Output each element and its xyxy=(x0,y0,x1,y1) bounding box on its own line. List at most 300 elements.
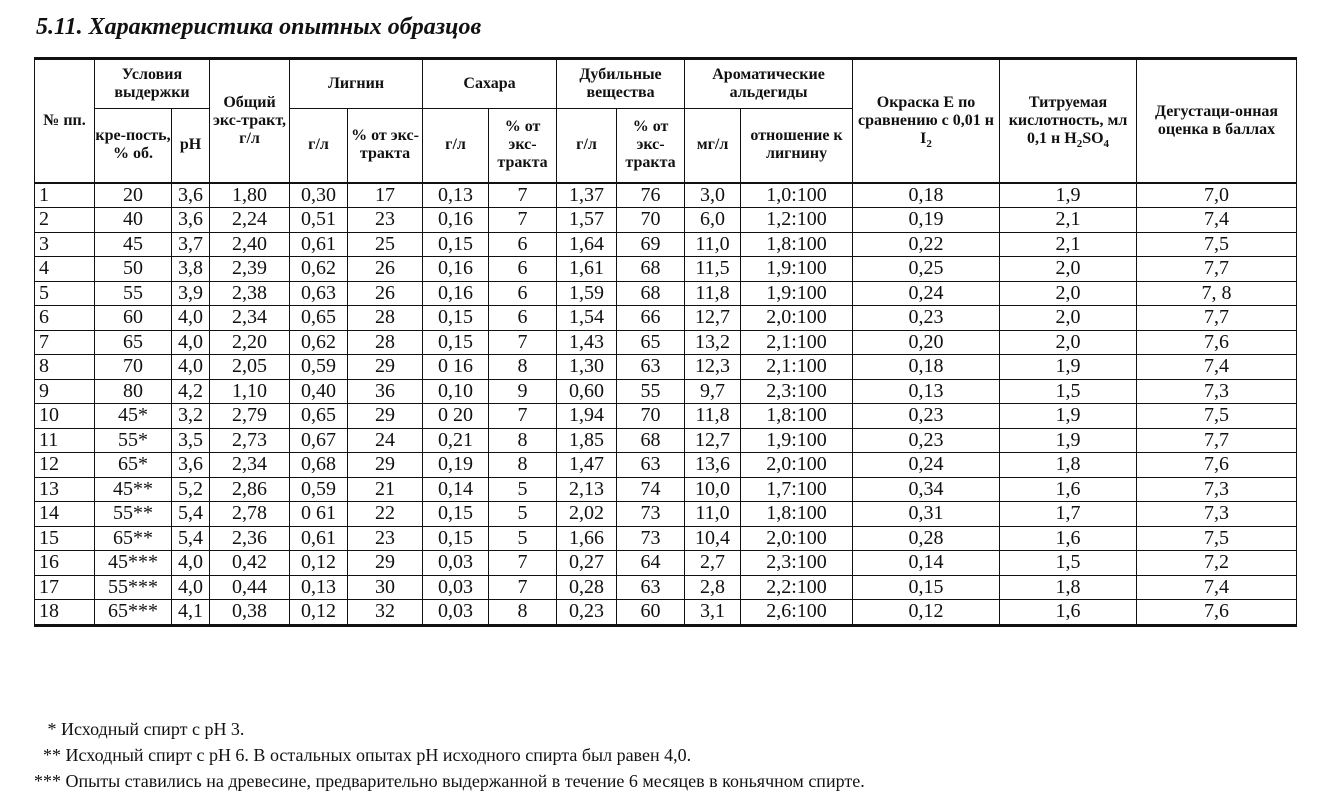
table-cell: 2,20 xyxy=(210,330,290,355)
table-row xyxy=(35,355,1297,380)
table-cell: 63 xyxy=(617,575,685,600)
col-header-sugar: Сахара xyxy=(423,59,557,109)
table-cell: 13,2 xyxy=(685,330,741,355)
table-cell: 7,4 xyxy=(1137,355,1297,380)
table-cell: 1,5 xyxy=(1000,551,1137,576)
table-cell: 0,31 xyxy=(853,502,1000,527)
table-cell: 0,65 xyxy=(290,404,348,429)
table-cell: 3,7 xyxy=(172,232,210,257)
table-cell: 7 xyxy=(489,208,557,233)
table-cell: 3,9 xyxy=(172,281,210,306)
table-cell: 7,6 xyxy=(1137,330,1297,355)
table-cell: 1,94 xyxy=(557,404,617,429)
table-cell: 0,44 xyxy=(210,575,290,600)
table-cell: 1,9:100 xyxy=(741,428,853,453)
table-cell: 0,15 xyxy=(423,306,489,331)
table-cell: 50 xyxy=(95,257,172,282)
table-cell: 45*** xyxy=(95,551,172,576)
table-cell: 65** xyxy=(95,526,172,551)
table-cell: 4,0 xyxy=(172,355,210,380)
acidity-header-sub2: 4 xyxy=(1103,137,1110,150)
table-cell: 11,0 xyxy=(685,502,741,527)
table-cell: 11,8 xyxy=(685,404,741,429)
table-cell: 5 xyxy=(489,477,557,502)
table-cell: 2,40 xyxy=(210,232,290,257)
table-cell: 0,13 xyxy=(423,183,489,208)
table-cell: 2,0:100 xyxy=(741,453,853,478)
table-cell: 28 xyxy=(348,330,423,355)
table-cell: 7 xyxy=(489,183,557,208)
table-cell: 1,8:100 xyxy=(741,232,853,257)
table-cell: 29 xyxy=(348,453,423,478)
table-cell: 12,3 xyxy=(685,355,741,380)
table-cell: 11,5 xyxy=(685,257,741,282)
table-cell: 29 xyxy=(348,404,423,429)
col-header-ald-ratio: отношение к лигнину xyxy=(741,109,853,183)
table-cell: 16 xyxy=(35,551,95,576)
table-cell: 0,30 xyxy=(290,183,348,208)
table-cell: 2,02 xyxy=(557,502,617,527)
table-cell: 1 xyxy=(35,183,95,208)
table-cell: 2,36 xyxy=(210,526,290,551)
col-header-tannin-gl: г/л xyxy=(557,109,617,183)
table-cell: 21 xyxy=(348,477,423,502)
table-cell: 1,66 xyxy=(557,526,617,551)
table-cell: 2,1 xyxy=(1000,208,1137,233)
table-cell: 45* xyxy=(95,404,172,429)
table-cell: 3,6 xyxy=(172,183,210,208)
table-cell: 0,03 xyxy=(423,600,489,626)
table-cell: 32 xyxy=(348,600,423,626)
table-cell: 11 xyxy=(35,428,95,453)
table-cell: 15 xyxy=(35,526,95,551)
table-cell: 2,05 xyxy=(210,355,290,380)
col-header-lignin-pct: % от экс-тракта xyxy=(348,109,423,183)
table-cell: 0,15 xyxy=(423,330,489,355)
table-cell: 2,0 xyxy=(1000,281,1137,306)
table-cell: 63 xyxy=(617,355,685,380)
table-cell: 7 xyxy=(35,330,95,355)
table-cell: 20 xyxy=(95,183,172,208)
table-cell: 2,1 xyxy=(1000,232,1137,257)
table-cell: 3,6 xyxy=(172,453,210,478)
table-cell: 2,86 xyxy=(210,477,290,502)
table-cell: 2,7 xyxy=(685,551,741,576)
table-cell: 1,6 xyxy=(1000,526,1137,551)
table-cell: 0,16 xyxy=(423,257,489,282)
col-header-ph: pH xyxy=(172,109,210,183)
table-cell: 8 xyxy=(35,355,95,380)
table-row xyxy=(35,453,1297,478)
table-cell: 0,19 xyxy=(423,453,489,478)
table-cell: 5 xyxy=(35,281,95,306)
col-header-lignin: Лигнин xyxy=(290,59,423,109)
table-cell: 4 xyxy=(35,257,95,282)
table-cell: 70 xyxy=(617,208,685,233)
table-cell: 55* xyxy=(95,428,172,453)
table-row xyxy=(35,281,1297,306)
table-cell: 0,03 xyxy=(423,575,489,600)
color-header-sub: 2 xyxy=(926,137,932,150)
table-cell: 3 xyxy=(35,232,95,257)
table-cell: 1,9 xyxy=(1000,355,1137,380)
col-header-strength: кре-пость, % об. xyxy=(95,109,172,183)
table-cell: 55 xyxy=(95,281,172,306)
table-cell: 0 20 xyxy=(423,404,489,429)
table-cell: 2,3:100 xyxy=(741,379,853,404)
table-cell: 0,13 xyxy=(853,379,1000,404)
table-cell: 1,0:100 xyxy=(741,183,853,208)
table-cell: 0,62 xyxy=(290,257,348,282)
table-cell: 0,13 xyxy=(290,575,348,600)
table-cell: 2,1:100 xyxy=(741,355,853,380)
table-cell: 70 xyxy=(617,404,685,429)
table-cell: 0,24 xyxy=(853,453,1000,478)
table-cell: 64 xyxy=(617,551,685,576)
col-header-ald-mgl: мг/л xyxy=(685,109,741,183)
table-cell: 0,20 xyxy=(853,330,1000,355)
table-cell: 0,42 xyxy=(210,551,290,576)
table-cell: 7,5 xyxy=(1137,232,1297,257)
table-cell: 13 xyxy=(35,477,95,502)
table-cell: 7 xyxy=(489,330,557,355)
table-cell: 22 xyxy=(348,502,423,527)
col-header-sugar-gl: г/л xyxy=(423,109,489,183)
table-cell: 12,7 xyxy=(685,306,741,331)
table-cell: 2,13 xyxy=(557,477,617,502)
table-cell: 60 xyxy=(617,600,685,626)
table-cell: 2,34 xyxy=(210,306,290,331)
table-cell: 1,8:100 xyxy=(741,502,853,527)
col-header-aldehydes: Ароматические альдегиды xyxy=(685,59,853,109)
table-row xyxy=(35,428,1297,453)
table-cell: 0,28 xyxy=(557,575,617,600)
footnote: ** Исходный спирт с pH 6. В остальных опытах pH исходного спирта был равен 4,0. xyxy=(34,745,692,765)
col-header-lignin-gl: г/л xyxy=(290,109,348,183)
table-cell: 0,15 xyxy=(423,232,489,257)
table-cell: 7, 8 xyxy=(1137,281,1297,306)
table-cell: 8 xyxy=(489,355,557,380)
table-cell: 29 xyxy=(348,551,423,576)
col-header-acidity xyxy=(1000,59,1137,183)
table-cell: 0,16 xyxy=(423,281,489,306)
col-header-extract: Общий экс-тракт, г/л xyxy=(210,59,290,183)
table-cell: 4,0 xyxy=(172,306,210,331)
acidity-header-mid: SO xyxy=(1082,129,1104,147)
table-cell: 0,65 xyxy=(290,306,348,331)
table-cell: 7,7 xyxy=(1137,306,1297,331)
table-cell: 0,24 xyxy=(853,281,1000,306)
table-cell: 7,3 xyxy=(1137,477,1297,502)
table-cell: 2,0 xyxy=(1000,330,1137,355)
table-cell: 5,4 xyxy=(172,502,210,527)
table-cell: 5,4 xyxy=(172,526,210,551)
table-cell: 2,6:100 xyxy=(741,600,853,626)
table-cell: 4,0 xyxy=(172,575,210,600)
table-cell: 65 xyxy=(617,330,685,355)
col-header-sugar-pct: % от экс-тракта xyxy=(489,109,557,183)
table-cell: 7,3 xyxy=(1137,502,1297,527)
table-cell: 5 xyxy=(489,502,557,527)
table-cell: 18 xyxy=(35,600,95,626)
table-cell: 2,34 xyxy=(210,453,290,478)
table-cell: 1,9:100 xyxy=(741,257,853,282)
footnote: *** Опыты ставились на древесине, предварительно выдержанной в течение 6 месяцев в коньячном спирте. xyxy=(34,771,865,791)
table-cell: 0,34 xyxy=(853,477,1000,502)
table-cell: 0,68 xyxy=(290,453,348,478)
table-cell: 1,80 xyxy=(210,183,290,208)
table-cell: 23 xyxy=(348,208,423,233)
table-cell: 1,8 xyxy=(1000,575,1137,600)
table-cell: 73 xyxy=(617,526,685,551)
table-cell: 7,0 xyxy=(1137,183,1297,208)
table-cell: 45 xyxy=(95,232,172,257)
table-cell: 55*** xyxy=(95,575,172,600)
col-header-num: № пп. xyxy=(35,59,95,183)
table-cell: 0 16 xyxy=(423,355,489,380)
table-cell: 73 xyxy=(617,502,685,527)
table-cell: 0,12 xyxy=(853,600,1000,626)
table-cell: 12,7 xyxy=(685,428,741,453)
table-cell: 60 xyxy=(95,306,172,331)
table-cell: 0,21 xyxy=(423,428,489,453)
table-cell: 4,1 xyxy=(172,600,210,626)
table-cell: 0,40 xyxy=(290,379,348,404)
table-cell: 23 xyxy=(348,526,423,551)
table-cell: 7,4 xyxy=(1137,575,1297,600)
table-cell: 2,78 xyxy=(210,502,290,527)
table-row xyxy=(35,330,1297,355)
table-cell: 1,6 xyxy=(1000,600,1137,626)
table-cell: 36 xyxy=(348,379,423,404)
table-cell: 69 xyxy=(617,232,685,257)
acidity-header-sub1: 2 xyxy=(1076,137,1083,150)
table-cell: 10,4 xyxy=(685,526,741,551)
table-cell: 26 xyxy=(348,281,423,306)
table-cell: 2,24 xyxy=(210,208,290,233)
table-cell: 1,6 xyxy=(1000,477,1137,502)
table-cell: 6 xyxy=(489,281,557,306)
table-cell: 0,59 xyxy=(290,477,348,502)
table-cell: 66 xyxy=(617,306,685,331)
table-cell: 1,8 xyxy=(1000,453,1137,478)
table-cell: 0,23 xyxy=(853,404,1000,429)
table-cell: 65* xyxy=(95,453,172,478)
table-cell: 2,2:100 xyxy=(741,575,853,600)
table-cell: 2,8 xyxy=(685,575,741,600)
table-cell: 6,0 xyxy=(685,208,741,233)
table-cell: 45** xyxy=(95,477,172,502)
table-cell: 8 xyxy=(489,600,557,626)
table-cell: 76 xyxy=(617,183,685,208)
table-row xyxy=(35,306,1297,331)
page-title: 5.11. Характеристика опытных образцов xyxy=(36,14,482,40)
table-cell: 65*** xyxy=(95,600,172,626)
table-cell: 0,62 xyxy=(290,330,348,355)
table-row xyxy=(35,404,1297,429)
table-cell: 14 xyxy=(35,502,95,527)
footnotes xyxy=(34,716,865,794)
table-cell: 0,12 xyxy=(290,551,348,576)
table-cell: 6 xyxy=(489,257,557,282)
table-cell: 8 xyxy=(489,453,557,478)
table-cell: 6 xyxy=(35,306,95,331)
table-cell: 4,0 xyxy=(172,330,210,355)
table-cell: 1,43 xyxy=(557,330,617,355)
table-cell: 5 xyxy=(489,526,557,551)
table-row xyxy=(35,600,1297,626)
table-cell: 28 xyxy=(348,306,423,331)
table-cell: 26 xyxy=(348,257,423,282)
table-cell: 2,39 xyxy=(210,257,290,282)
table-cell: 17 xyxy=(35,575,95,600)
table-cell: 0,60 xyxy=(557,379,617,404)
col-header-tasting: Дегустаци-онная оценка в баллах xyxy=(1137,59,1297,183)
table-cell: 0,16 xyxy=(423,208,489,233)
table-cell: 4,0 xyxy=(172,551,210,576)
table-cell: 1,85 xyxy=(557,428,617,453)
table-row xyxy=(35,575,1297,600)
table-cell: 55 xyxy=(617,379,685,404)
table-row xyxy=(35,526,1297,551)
table-cell: 0,14 xyxy=(853,551,1000,576)
table-cell: 0,38 xyxy=(210,600,290,626)
table-cell: 1,61 xyxy=(557,257,617,282)
table-row xyxy=(35,257,1297,282)
table-cell: 0,14 xyxy=(423,477,489,502)
table-cell: 1,57 xyxy=(557,208,617,233)
table-cell: 7,6 xyxy=(1137,453,1297,478)
table-cell: 7 xyxy=(489,551,557,576)
table-cell: 0,27 xyxy=(557,551,617,576)
table-cell: 0 61 xyxy=(290,502,348,527)
table-cell: 0,18 xyxy=(853,355,1000,380)
table-cell: 7,7 xyxy=(1137,428,1297,453)
samples-table xyxy=(34,57,1297,627)
table-cell: 5,2 xyxy=(172,477,210,502)
table-cell: 0,23 xyxy=(853,428,1000,453)
table-cell: 0,25 xyxy=(853,257,1000,282)
col-header-tannin: Дубильные вещества xyxy=(557,59,685,109)
table-cell: 0,51 xyxy=(290,208,348,233)
table-cell: 7 xyxy=(489,575,557,600)
table-cell: 9 xyxy=(35,379,95,404)
table-cell: 0,19 xyxy=(853,208,1000,233)
table-cell: 70 xyxy=(95,355,172,380)
table-cell: 55** xyxy=(95,502,172,527)
table-row xyxy=(35,208,1297,233)
table-cell: 7 xyxy=(489,404,557,429)
col-header-conditions: Условия выдержки xyxy=(95,59,210,109)
table-cell: 11,8 xyxy=(685,281,741,306)
table-cell: 6 xyxy=(489,306,557,331)
table-cell: 3,0 xyxy=(685,183,741,208)
table-cell: 1,54 xyxy=(557,306,617,331)
table-cell: 68 xyxy=(617,428,685,453)
table-cell: 0,59 xyxy=(290,355,348,380)
table-row xyxy=(35,232,1297,257)
table-cell: 68 xyxy=(617,257,685,282)
table-cell: 0,15 xyxy=(423,526,489,551)
table-cell: 0,61 xyxy=(290,526,348,551)
table-cell: 3,2 xyxy=(172,404,210,429)
table-row xyxy=(35,183,1297,208)
table-cell: 10,0 xyxy=(685,477,741,502)
table-cell: 0,03 xyxy=(423,551,489,576)
table-cell: 1,7:100 xyxy=(741,477,853,502)
table-header xyxy=(35,59,1297,183)
table-cell: 1,2:100 xyxy=(741,208,853,233)
table-cell: 7,5 xyxy=(1137,404,1297,429)
table-cell: 7,4 xyxy=(1137,208,1297,233)
table-cell: 17 xyxy=(348,183,423,208)
table-cell: 0,12 xyxy=(290,600,348,626)
table-cell: 10 xyxy=(35,404,95,429)
table-cell: 0,61 xyxy=(290,232,348,257)
table-cell: 2,0 xyxy=(1000,306,1137,331)
table-cell: 1,59 xyxy=(557,281,617,306)
table-cell: 0,22 xyxy=(853,232,1000,257)
table-cell: 7,2 xyxy=(1137,551,1297,576)
table-cell: 0,63 xyxy=(290,281,348,306)
table-cell: 9,7 xyxy=(685,379,741,404)
table-cell: 1,64 xyxy=(557,232,617,257)
table-cell: 6 xyxy=(489,232,557,257)
table-cell: 12 xyxy=(35,453,95,478)
table-cell: 0,15 xyxy=(423,502,489,527)
table-row xyxy=(35,502,1297,527)
table-cell: 1,30 xyxy=(557,355,617,380)
table-cell: 1,9 xyxy=(1000,428,1137,453)
table-cell: 40 xyxy=(95,208,172,233)
table-cell: 2,0:100 xyxy=(741,526,853,551)
table-cell: 0,10 xyxy=(423,379,489,404)
table-row xyxy=(35,379,1297,404)
col-header-tannin-pct: % от экс-тракта xyxy=(617,109,685,183)
table-cell: 3,5 xyxy=(172,428,210,453)
table-row xyxy=(35,551,1297,576)
table-cell: 1,9:100 xyxy=(741,281,853,306)
table-cell: 2,73 xyxy=(210,428,290,453)
table-cell: 13,6 xyxy=(685,453,741,478)
table-cell: 1,9 xyxy=(1000,183,1137,208)
table-row xyxy=(35,477,1297,502)
table-cell: 29 xyxy=(348,355,423,380)
table-body xyxy=(35,183,1297,626)
table-cell: 7,5 xyxy=(1137,526,1297,551)
table-cell: 3,8 xyxy=(172,257,210,282)
table-cell: 4,2 xyxy=(172,379,210,404)
table-cell: 7,7 xyxy=(1137,257,1297,282)
table-cell: 2,3:100 xyxy=(741,551,853,576)
table-cell: 30 xyxy=(348,575,423,600)
table-cell: 0,23 xyxy=(557,600,617,626)
table-cell: 3,1 xyxy=(685,600,741,626)
table-cell: 1,37 xyxy=(557,183,617,208)
table-cell: 68 xyxy=(617,281,685,306)
acidity-header-text: Титруемая кислотность, мл 0,1 н H xyxy=(1008,93,1128,147)
table-cell: 0,67 xyxy=(290,428,348,453)
col-header-color xyxy=(853,59,1000,183)
table-cell: 1,7 xyxy=(1000,502,1137,527)
table-cell: 2 xyxy=(35,208,95,233)
table-cell: 1,47 xyxy=(557,453,617,478)
table-cell: 8 xyxy=(489,428,557,453)
table-cell: 1,5 xyxy=(1000,379,1137,404)
table-cell: 11,0 xyxy=(685,232,741,257)
table-cell: 0,23 xyxy=(853,306,1000,331)
table-cell: 24 xyxy=(348,428,423,453)
